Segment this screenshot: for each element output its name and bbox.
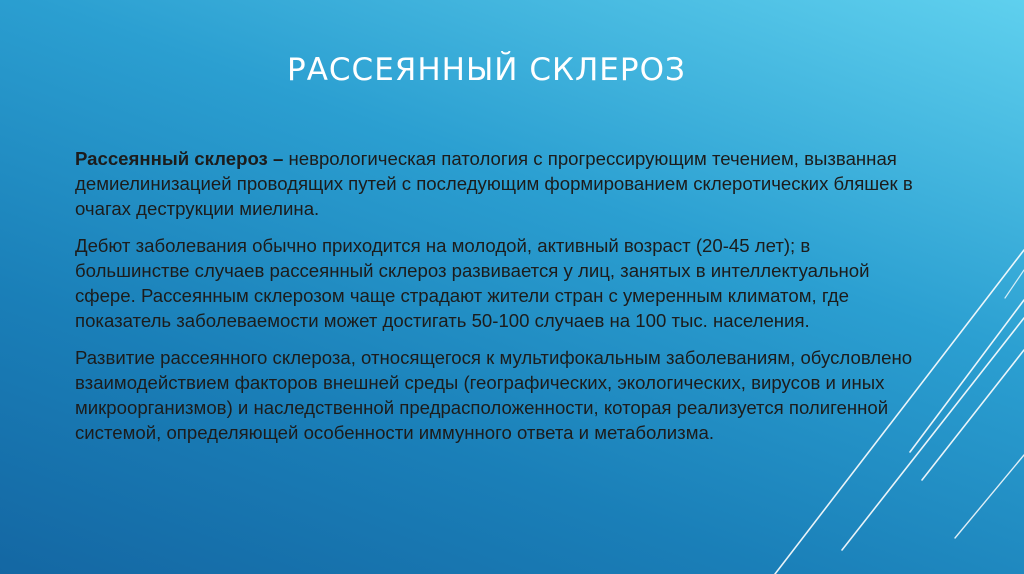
decor-line <box>910 300 1024 452</box>
paragraph-etiology: Развитие рассеянного склероза, относящегося к мультифокальным заболеваниям, обусловлено взаимодействием факторов внешней среды (географических, экологических, вирусов и иных микроорганизмов) и наследственной предрасположенности, которая реализуется полигенной системой, определяющей особенности иммунного ответа и метаболизма. <box>75 347 913 443</box>
paragraph-onset: Дебют заболевания обычно приходится на молодой, активный возраст (20-45 лет); в большинстве случаев рассеянный склероз развивается у лиц, занятых в интеллектуальной сфере. Рассеянным склерозом чаще страдают жители стран с умеренным климатом, где показатель заболеваемости может достигать 50-100 случаев на 100 тыс. населения. <box>75 235 870 331</box>
slide-body <box>75 146 925 457</box>
decor-line <box>922 350 1024 480</box>
decor-line <box>1005 270 1024 298</box>
definition-term: Рассеянный склероз – <box>75 148 284 169</box>
slide-title: РАССЕЯННЫЙ СКЛЕРОЗ <box>287 52 686 88</box>
decor-line <box>955 455 1024 538</box>
definition-text: неврологическая патология с прогрессирующим течением, вызванная демиелинизацией проводящих путей с последующим формированием склеротических бляшек в очагах деструкции миелина. <box>75 148 913 219</box>
paragraph-definition <box>75 146 925 221</box>
